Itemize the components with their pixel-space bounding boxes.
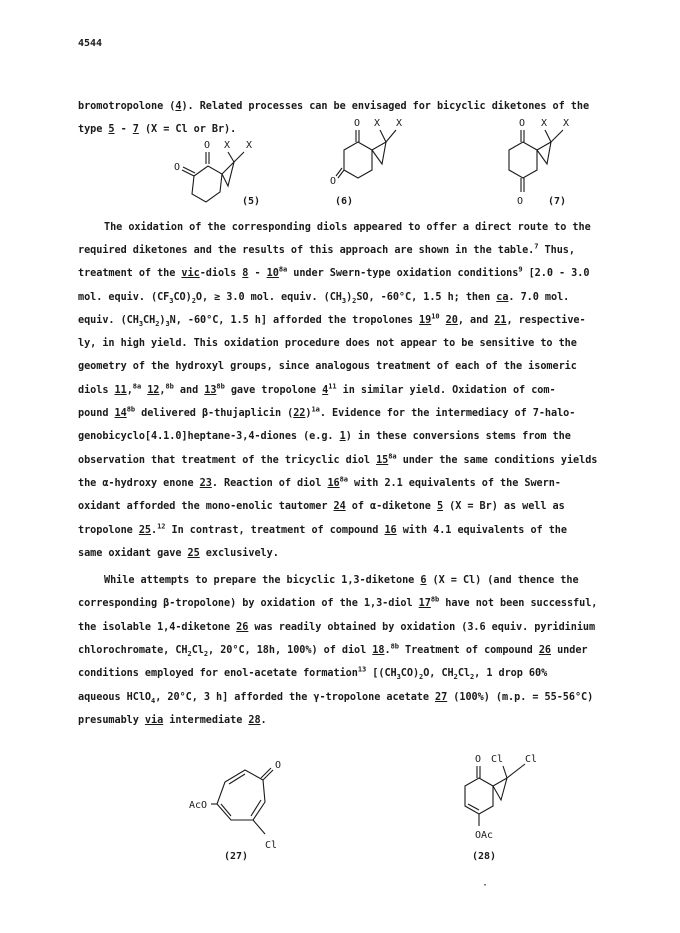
atom-o: O: [174, 162, 181, 173]
atom-o: O: [330, 176, 337, 187]
text-line: oxidant afforded the mono-enolic tautomer 24 of α-diketone 5 (X = Br) as well as: [78, 501, 565, 512]
structure-7: [475, 112, 595, 212]
structure-label-6: (6): [335, 196, 354, 207]
atom-x: X: [374, 118, 381, 129]
text-line: chlorochromate, $CH_2Cl_2$, 20°C, 18h, 100%) of diol 18.$^{8b}$ Treatment of compound 26 under: [78, 642, 588, 659]
atom-o: O: [204, 140, 211, 151]
structure-6: [300, 112, 420, 192]
structure-28: [455, 748, 595, 858]
text-line: equiv. $(CH_3CH_2)_3N$, -60°C, 1.5 h] afforded the tropolones $19^{10}$ 20, and 21, respective-: [78, 312, 586, 329]
atom-o: O: [519, 118, 526, 129]
text-line: diols 11,$^{8a}$ 12,$^{8b}$ and $13^{8b}$ gave tropolone $4^{11}$ in similar yield. Oxidation of com-: [78, 382, 556, 396]
text-line: The oxidation of the corresponding diols appeared to offer a direct route to the: [104, 222, 591, 233]
text-line: the isolable 1,4-diketone 26 was readily obtained by oxidation (3.6 equiv. pyridinium: [78, 622, 596, 633]
stray-mark: ·: [482, 880, 489, 891]
atom-o: O: [275, 760, 282, 771]
text-line: mol. equiv. $(CF_3CO)_2O$, ≥ 3.0 mol. equiv. $(CH_3)_2SO$, -60°C, 1.5 h; then ca. 7.0 mol.: [78, 292, 570, 306]
text-line: observation that treatment of the tricyclic diol $15^{8a}$ under the same conditions yields: [78, 452, 598, 466]
text-line: genobicyclo[4.1.0]heptane-3,4-diones (e.g. 1) in these conversions stems from the: [78, 431, 571, 442]
atom-oac: OAc: [475, 830, 494, 841]
text-line: aqueous HClO$_4$, 20°C, 3 h] afforded the γ-tropolone acetate 27 (100%) (m.p. = 55-56°C): [78, 692, 594, 706]
text-line: ly, in high yield. This oxidation procedure does not appear to be sensitive to the: [78, 338, 577, 349]
atom-x: X: [541, 118, 548, 129]
text-line: conditions employed for enol-acetate formation$^{13}$ [$(CH_3CO)_2O$, $CH_2Cl_2$, 1 drop 60%: [78, 665, 548, 682]
structure-label-27: (27): [224, 851, 249, 862]
atom-o: O: [475, 754, 482, 765]
atom-x: X: [396, 118, 403, 129]
page-number: 4544: [78, 38, 103, 49]
text-line: tropolone 25.12 In contrast, treatment of compound 16 with 4.1 equivalents of the: [78, 522, 567, 536]
text-line: bromotropolone (4). Related processes can be envisaged for bicyclic diketones of the: [78, 101, 590, 112]
atom-x: X: [563, 118, 570, 129]
structure-label-28: (28): [472, 851, 497, 862]
structure-27: [185, 752, 315, 852]
structure-label-7: (7): [548, 196, 567, 207]
atom-o: O: [517, 196, 524, 207]
atom-x: X: [246, 140, 253, 151]
text-line: the α-hydroxy enone 23. Reaction of diol $16^{8a}$ with 2.1 equivalents of the Swern-: [78, 475, 561, 489]
text-line: pound $14^{8b}$ delivered β-thujaplicin $(22)^{1a}$. Evidence for the intermediacy of 7-halo-: [78, 405, 576, 419]
text-line: treatment of the vic-diols $8 - 10^{8a}$ under Swern-type oxidation conditions$^9$ [2.0 - 3.0: [78, 265, 590, 279]
atom-cl: Cl: [491, 754, 504, 765]
text-line: While attempts to prepare the bicyclic 1,3-diketone 6 (X = Cl) (and thence the: [104, 575, 579, 586]
structure-label-5: (5): [242, 196, 261, 207]
text-line: required diketones and the results of this approach are shown in the table.$^7$ Thus,: [78, 242, 575, 256]
text-line: type 5 - 7 (X = Cl or Br).: [78, 124, 237, 135]
atom-x: X: [224, 140, 231, 151]
text-line: same oxidant gave 25 exclusively.: [78, 548, 279, 559]
atom-aco: AcO: [189, 800, 208, 811]
atom-cl: Cl: [265, 840, 278, 851]
text-line: corresponding β-tropolone) by oxidation of the 1,3-diol $17^{8b}$ have not been successful,: [78, 595, 598, 609]
text-line: geometry of the hydroxyl groups, since analogous treatment of each of the isomeric: [78, 361, 577, 372]
atom-o: O: [354, 118, 361, 129]
text-line: presumably via intermediate 28.: [78, 715, 267, 726]
atom-cl: Cl: [525, 754, 538, 765]
